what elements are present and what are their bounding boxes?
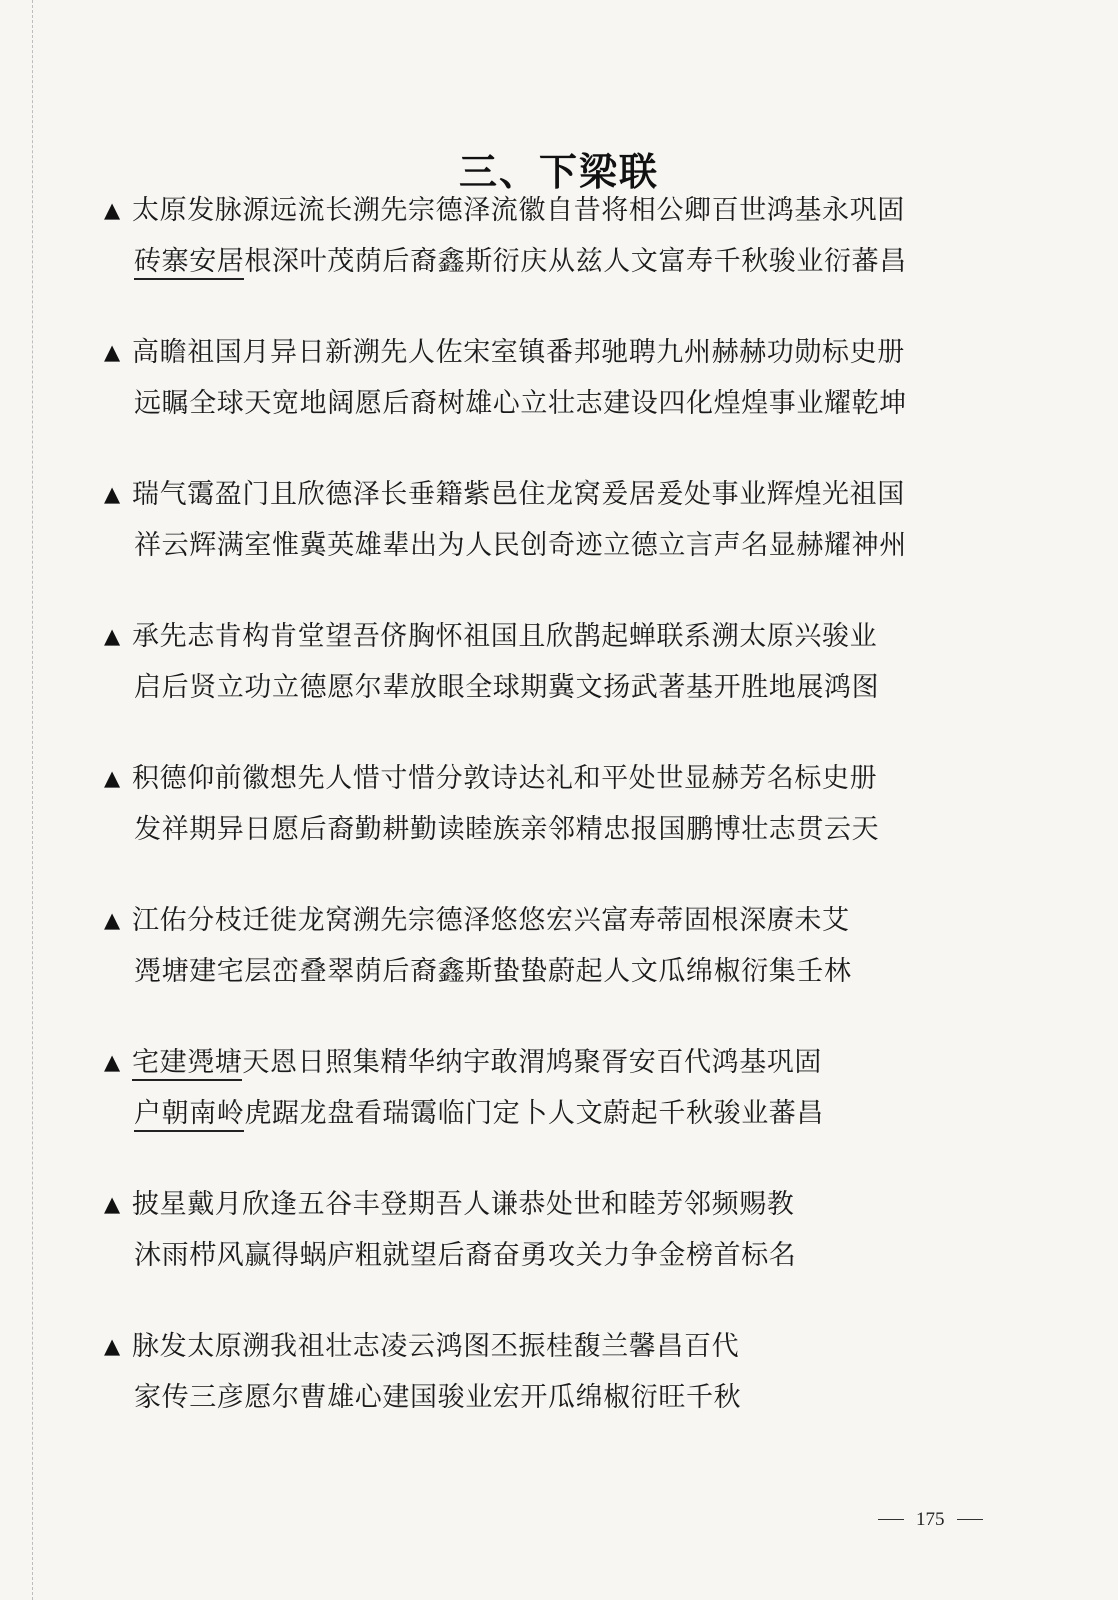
couplet-text: 家传三彦愿尔曹雄心建国骏业宏开瓜绵椒衍旺千秋: [134, 1382, 742, 1413]
right-dash: [957, 1519, 983, 1520]
couplet-text: 脉发太原溯我祖壮志凌云鸿图丕振桂馥兰馨昌百代: [132, 1331, 740, 1362]
couplet-text: 高瞻祖国月异日新溯先人佐宋室镇番邦驰聘九州赫赫功勋标史册: [132, 337, 905, 368]
triangle-marker-icon: ▲: [104, 766, 121, 790]
couplet-text: 启后贤立功立德愿尔辈放眼全球期冀文扬武著基开胜地展鸿图: [134, 672, 880, 703]
couplet-list: [104, 192, 1004, 1470]
page-scan-edge: [32, 0, 33, 1600]
left-dash: [878, 1519, 904, 1520]
triangle-marker-icon: ▲: [104, 1334, 121, 1358]
couplet-text: 沐雨栉风赢得蜗庐粗就望后裔奋勇攻关力争金榜首标名: [134, 1240, 797, 1271]
couplet-lower-line: [134, 1238, 796, 1274]
couplet-upper-line: [104, 618, 877, 655]
couplet-upper-line: [104, 1328, 739, 1365]
couplet-text: 远瞩全球天宽地阔愿后裔树雄心立壮志建设四化煌煌事业耀乾坤: [134, 388, 907, 419]
couplet-text: 根深叶茂荫后裔鑫斯衍庆从兹人文富寿千秋骏业衍蕃昌: [244, 246, 907, 277]
couplet-text: 天恩日照集精华纳宇敢渭鸠聚胥安百代鸿基巩固: [242, 1047, 823, 1078]
underlined-text: 砖寨安居: [134, 246, 244, 280]
triangle-marker-icon: ▲: [104, 908, 121, 932]
couplet-text: 江佑分枝迁徙龙窝溯先宗德泽悠悠宏兴富寿蒂固根深赓未艾: [132, 905, 850, 936]
couplet-lower-line: [134, 1380, 741, 1416]
triangle-marker-icon: ▲: [104, 198, 121, 222]
couplet-upper-line: [104, 476, 905, 513]
couplet-7: [104, 1044, 1004, 1186]
triangle-marker-icon: ▲: [104, 340, 121, 364]
couplet-text: 虎踞龙盘看瑞霭临门定卜人文蔚起千秋骏业蕃昌: [244, 1098, 825, 1129]
couplet-lower-line: [134, 244, 907, 280]
couplet-text: 承先志肯构肯堂望吾侪胸怀祖国且欣鹊起蝉联系溯太原兴骏业: [132, 621, 878, 652]
couplet-1: [104, 192, 1004, 334]
triangle-marker-icon: ▲: [104, 1192, 121, 1216]
couplet-text: 披星戴月欣逢五谷丰登期吾人谦恭处世和睦芳邻频赐教: [132, 1189, 795, 1220]
couplet-text: 祥云辉满室惟冀英雄辈出为人民创奇迹立德立言声名显赫耀神州: [134, 530, 907, 561]
couplet-upper-line: [104, 1044, 822, 1081]
couplet-9: [104, 1328, 1004, 1470]
couplet-lower-line: [134, 670, 879, 706]
couplet-text: 凴塘建宅层峦叠翠荫后裔鑫斯蛰蛰蔚起人文瓜绵椒衍集壬林: [134, 956, 852, 987]
couplet-upper-line: [104, 902, 850, 939]
couplet-upper-line: [104, 334, 905, 371]
couplet-5: [104, 760, 1004, 902]
couplet-text: 太原发脉源远流长溯先宗德泽流徽自昔将相公卿百世鸿基永巩固: [132, 195, 905, 226]
couplet-lower-line: [134, 954, 852, 990]
couplet-upper-line: [104, 760, 877, 797]
page-number-footer: [878, 1509, 983, 1531]
couplet-lower-line: [134, 528, 907, 564]
couplet-upper-line: [104, 1186, 794, 1223]
couplet-8: [104, 1186, 1004, 1328]
triangle-marker-icon: ▲: [104, 482, 121, 506]
couplet-upper-line: [104, 192, 905, 229]
triangle-marker-icon: ▲: [104, 624, 121, 648]
page-number: 175: [916, 1509, 945, 1530]
couplet-2: [104, 334, 1004, 476]
page-title: 三、下梁联: [458, 150, 659, 195]
couplet-text: 积德仰前徽想先人惜寸惜分敦诗达礼和平处世显赫芳名标史册: [132, 763, 878, 794]
couplet-lower-line: [134, 812, 879, 848]
underlined-text: 宅建凴塘: [132, 1047, 242, 1081]
couplet-text: 发祥期异日愿后裔勤耕勤读睦族亲邻精忠报国鹏博壮志贯云天: [134, 814, 880, 845]
couplet-4: [104, 618, 1004, 760]
underlined-text: 户朝南岭: [134, 1098, 244, 1132]
couplet-6: [104, 902, 1004, 1044]
couplet-text: 瑞气霭盈门且欣德泽长垂籍紫邑住龙窝爰居爰处事业辉煌光祖国: [132, 479, 905, 510]
couplet-3: [104, 476, 1004, 618]
couplet-lower-line: [134, 1096, 824, 1132]
triangle-marker-icon: ▲: [104, 1050, 121, 1074]
couplet-lower-line: [134, 386, 907, 422]
